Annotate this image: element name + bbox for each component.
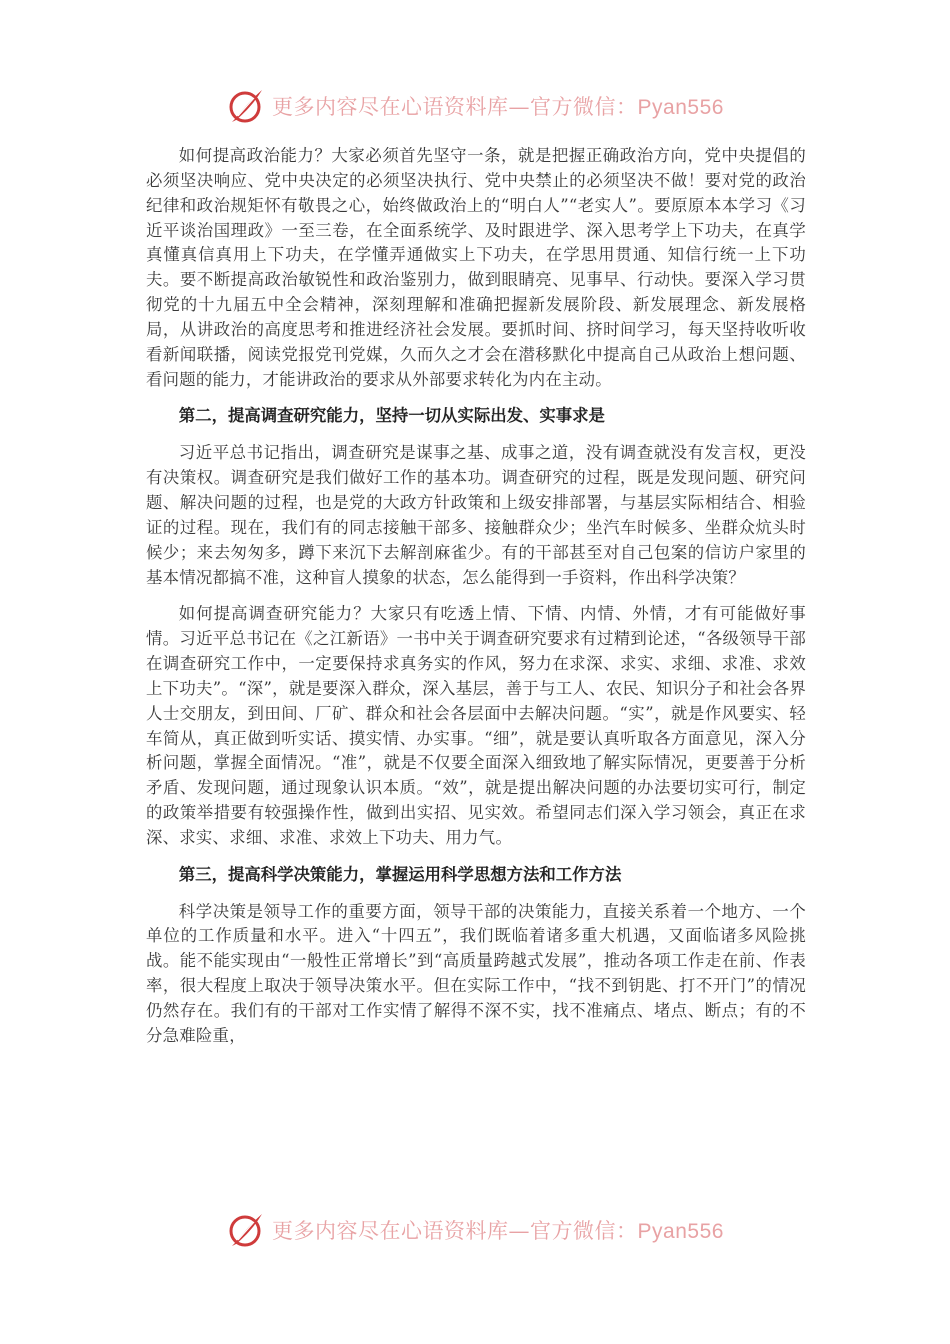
quill-logo-icon: [226, 86, 266, 126]
paragraph: 如何提高调查研究能力？大家只有吃透上情、下情、内情、外情，才有可能做好事情。习近平总书记在《之江新语》一书中关于调查研究要求有过精到论述，“各级领导干部在调查研究工作中，一定要保持求真务实的作风，努力在求深、求实、求细、求准、求效上下功夫”。“深”，就是要深入群众，深入基层，善于与工人、农民、知识分子和社会各界人士交朋友，到田间、厂矿、群众和社会各层面中去解决问题。“实”，就是作风要实、轻车简从，真正做到听实话、摸实情、办实事。“细”，就是要认真听取各方面意见，深入分析问题，掌握全面情况。“准”，就是不仅要全面深入细致地了解实际情况，更要善于分析矛盾、发现问题，通过现象认识本质。“效”，就是提出解决问题的办法要切实可行，制定的政策举措要有较强操作性，做到出实招、见实效。希望同志们深入学习领会，真正在求深、求实、求细、求准、求效上下功夫、用力气。: [146, 604, 806, 847]
paragraph: 如何提高政治能力？大家必须首先坚守一条，就是把握正确政治方向，党中央提倡的必须坚决响应、党中央决定的必须坚决执行、党中央禁止的必须坚决不做！要对党的政治纪律和政治规矩怀有敬畏之心，始终做政治上的“明白人”“老实人”。要原原本本学习《习近平谈治国理政》一至三卷，在全面系统学、及时跟进学、深入思考学上下功夫，在真学真懂真信真用上下功夫，在学懂弄通做实上下功夫，在学思用贯通、知信行统一上下功夫。要不断提高政治敏锐性和政治鉴别力，做到眼睛亮、见事早、行动快。要深入学习贯彻党的十九届五中全会精神，深刻理解和准确把握新发展阶段、新发展理念、新发展格局，从讲政治的高度思考和推进经济社会发展。要抓时间、挤时间学习，每天坚持收听收看新闻联播，阅读党报党刊党媒，久而久之才会在潜移默化中提高自己从政治上想问题、看问题的能力，才能讲政治的要求从外部要求转化为内在主动。: [146, 146, 806, 389]
footer-watermark: [0, 1208, 950, 1252]
header-watermark: [0, 84, 950, 128]
quill-logo-icon: [226, 1210, 266, 1250]
wechat-id: Pyan556: [637, 1220, 724, 1243]
wechat-id: Pyan556: [637, 96, 724, 119]
paragraph: 科学决策是领导工作的重要方面，领导干部的决策能力，直接关系着一个地方、一个单位的工作质量和水平。进入“十四五”，我们既临着诸多重大机遇，又面临诸多风险挑战。能不能实现由“一般性正常增长”到“高质量跨越式发展”，推动各项工作走在前、作表率，很大程度上取决于领导决策水平。但在实际工作中，“找不到钥匙、打不开门”的情况仍然存在。我们有的干部对工作实情了解得不深不实，找不准痛点、堵点、断点；有的不分急难险重，: [146, 901, 806, 1045]
header-watermark-text: 更多内容尽在心语资料库—官方微信：Pyan556: [272, 95, 724, 119]
document-body: [146, 144, 806, 1061]
paragraph: 习近平总书记指出，调查研究是谋事之基、成事之道，没有调查就没有发言权，更没有决策权。调查研究是我们做好工作的基本功。调查研究的过程，既是发现问题、研究问题、解决问题的过程，也是党的大政方针政策和上级安排部署，与基层实际相结合、相验证的过程。现在，我们有的同志接触干部多、接触群众少；坐汽车时候多、坐群众炕头时候少；来去匆匆多，蹲下来沉下去解剖麻雀少。有的干部甚至对自己包案的信访户家里的基本情况都搞不准，这种盲人摸象的状态，怎么能得到一手资料，作出科学决策？: [146, 443, 806, 587]
section-heading: 第二，提高调查研究能力，坚持一切从实际出发、实事求是: [178, 406, 605, 426]
section-heading: 第三，提高科学决策能力，掌握运用科学思想方法和工作方法: [178, 864, 622, 884]
footer-watermark-text: 更多内容尽在心语资料库—官方微信：Pyan556: [272, 1219, 724, 1243]
